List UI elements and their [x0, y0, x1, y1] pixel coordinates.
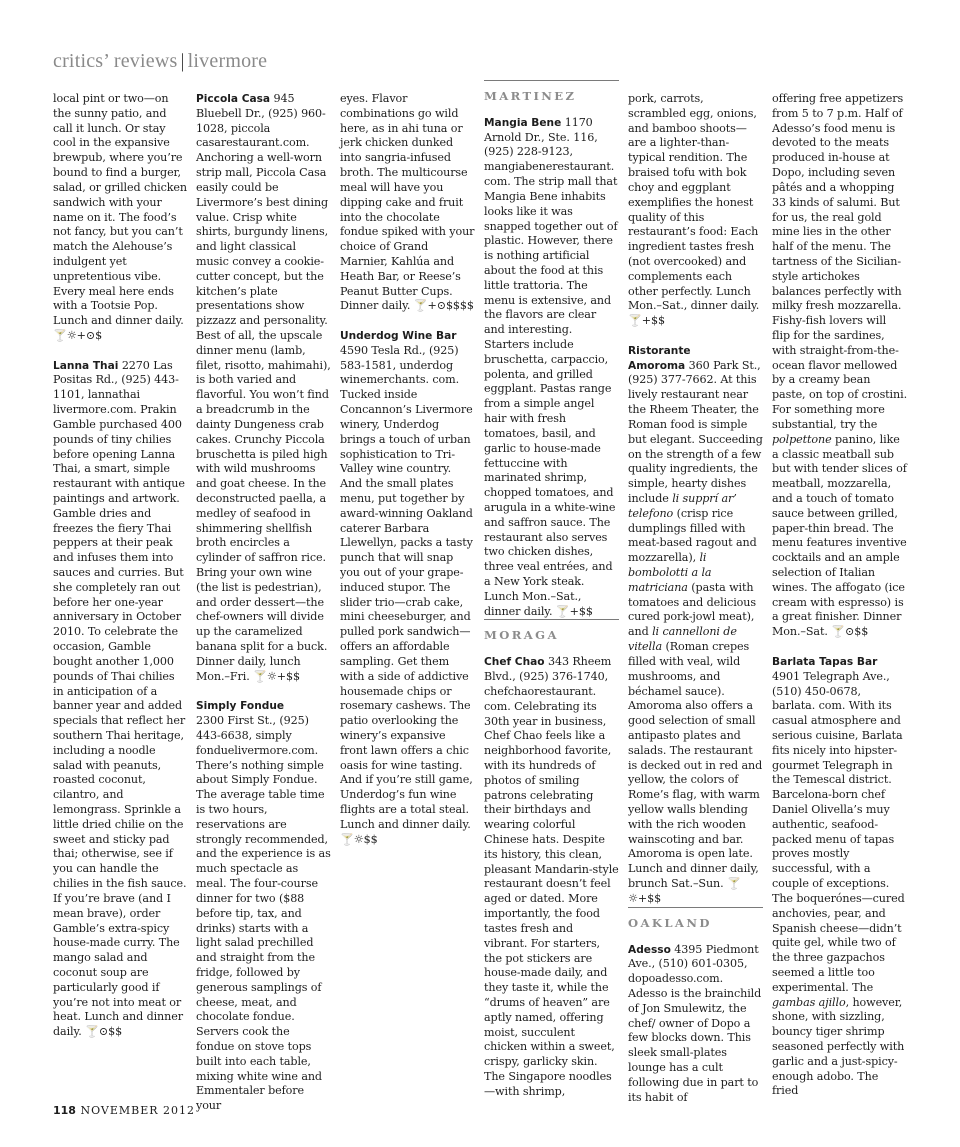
dish-name: li cannelloni de vitella — [628, 625, 737, 654]
review-body: (pasta with tomatoes and delicious cured pork-jowl meat), and — [628, 580, 756, 639]
review-body: 2300 First St., (925) 443-6638, simply fonduelivermore.com. There’s nothing simple about Simply Fondue. The average table time is two hours, reservations are strongly recommended, and the experience is as much spectacle as meal. The four-course dinner for two ($88 before tip, tax, and drinks) starts with a light salad prechilled and straight from the fridge, followed by generous samplings of cheese, meat, and chocolate fondue. Servers cook the fondue on stove tops built into each table, mixing white wine and Emmentaler before your — [196, 714, 331, 1113]
review-body: (crisp rice dumplings filled with meat-based ragout and mozzarella), — [628, 506, 757, 565]
column-2 — [196, 92, 331, 1114]
restaurant-name: Lanna Thai — [53, 359, 119, 372]
column-5 — [628, 92, 763, 1105]
review-body: 360 Park St., (925) 377-7662. At this lively restaurant near the Rheem Theater, the Roman food is simple but elegant. Succeeding on the strength of a few quality ingredients, the simple, hearty dishes include — [628, 358, 763, 505]
review-body: 4395 Piedmont Ave., (510) 601-0305, dopoadesso.com. Adesso is the brainchild of Jon Smulewitz, the chef/ owner of Dopo a few blocks down. This sleek small-plates lounge has a cult following due in part to its habit of — [628, 942, 762, 1104]
dish-name: li supprí ar’ telefono — [628, 491, 737, 520]
review-body: 945 Bluebell Dr., (925) 960-1028, piccola casarestaurant.com. Anchoring a well-worn strip mall, Piccola Casa easily could be Livermore’s best dining value. Crisp white shirts, burgundy linens, and light classical music convey a cookie-cutter concept, but the kitchen’s plate presentations show pizzazz and personality. Best of all, the upscale dinner menu (lamb, filet, risotto, mahimahi), is both varied and flavorful. You won’t find a breadcrumb in the dainty Dungeness crab cakes. Crunchy Piccola bruschetta is piled high with wild mushrooms and goat cheese. In the deconstructed paella, a medley of seafood in shimmering shellfish broth encircles a cylinder of saffron rice. Bring your own wine (the list is pedestrian), and order dessert—the chef-owners will divide up the caramelized banana split for a buck. Dinner daily, lunch Mon.–Fri. 🍸☼+$$ — [196, 92, 331, 683]
header-section: critics’ reviews — [53, 50, 178, 72]
review-body: 4590 Tesla Rd., (925) 583-1581, underdog winemerchants. com. Tucked inside Concannon’s Livermore winery, Underdog brings a touch of urban sophistication to Tri-Valley wine country. And the small plates menu, put together by award-winning Oakland caterer Barbara Llewellyn, packs a tasty punch that will snap you out of your grape-induced stupor. The slider trio—crab cake, mini cheeseburger, and pulled pork sandwich—offers an affordable sampling. Get them with a side of addictive housemade chips or rosemary cashews. The patio overlooking the winery’s expansive front lawn offers a chic oasis for wine tasting. And if you’re still game, Underdog’s fun wine flights are a total steal. Lunch and dinner daily. 🍸☼$$ — [340, 343, 473, 846]
review-chef-chao — [484, 655, 619, 1099]
section-heading-moraga: MORAGA — [484, 619, 619, 655]
page-number: 118 — [53, 1104, 76, 1117]
page-header — [53, 50, 267, 73]
review-body: 2270 Las Positas Rd., (925) 443-1101, lannathai livermore.com. Prakin Gamble purchased 400 pounds of tiny chilies before opening Lanna Thai, a smart, simple restaurant with antique paintings and artwork. Gamble dries and freezes the fiery Thai peppers at their peak and infuses them into sauces and curries. But she completely ran out before her one-year anniversary in October 2010. To celebrate the occasion, Gamble bought another 1,000 pounds of Thai chilies in anticipation of a banner year and added specials that reflect her southern Thai heritage, including a noodle salad with peanuts, roasted coconut, cilantro, and lemongrass. Sprinkle a little dried chilie on the sweet and sticky pad thai; otherwise, see if you can handle the chilies in the fish sauce. If you’re brave (and I mean brave), order Gamble’s extra-spicy house-made curry. The mango salad and coconut soup are particularly good if you’re not into meat or heat. Lunch and dinner daily. 🍸⊙$$ — [53, 358, 187, 1039]
review-mangia-bene — [484, 116, 619, 620]
review-alehouse-continued: local pint or two—on the sunny patio, and call it lunch. Or stay cool in the expansive brewpub, where you’re bound to find a burger, salad, or grilled chicken sandwich with your name on it. The food’s not fancy, but you can’t match the Alehouse’s indulgent yet unpretentious vibe. Every meal here ends with a Tootsie Pop. Lunch and dinner daily. 🍸☼+⊙$ — [53, 92, 188, 342]
review-underdog — [340, 329, 475, 847]
column-3 — [340, 92, 475, 847]
column-6 — [772, 92, 907, 1099]
restaurant-name: Chef Chao — [484, 656, 545, 669]
section-heading-oakland: OAKLAND — [628, 907, 763, 943]
review-piccola-casa — [196, 92, 331, 685]
issue-date: NOVEMBER 2012 — [80, 1104, 196, 1117]
restaurant-name: Simply Fondue — [196, 700, 285, 713]
column-1 — [53, 92, 188, 1040]
header-divider: | — [180, 50, 185, 72]
page-footer — [53, 1104, 195, 1117]
review-body: offering free appetizers from 5 to 7 p.m. Half of Adesso’s food menu is devoted to the meats produced in-house at Dopo, including seven pâtés and a whopping 33 kinds of salumi. But for us, the real gold mine lies in the other half of the menu. The tartness of the Sicilian-style artichokes balances perfectly with milky fresh mozzarella. Fishy-fish lovers will flip for the sardines, with straight-from-the-ocean flavor mellowed by a creamy bean paste, on top of crostini. For something more substantial, try the — [772, 92, 908, 431]
review-amoroma — [628, 344, 763, 907]
restaurant-name: Piccola Casa — [196, 93, 271, 105]
restaurant-name: Barlata Tapas Bar — [772, 655, 878, 668]
column-4 — [484, 89, 619, 1100]
review-body: panino, like a classic meatball sub but with tender slices of meatball, mozzarella, and a touch of tomato sauce between grilled, paper-thin bread. The menu features inventive cocktails and an ample selection of Italian wines. The affogato (ice cream with espresso) is a great finisher. Dinner Mon.–Sat. 🍸⊙$$ — [772, 432, 907, 639]
dish-name: li bombolotti a la matriciana — [628, 551, 712, 594]
restaurant-name-line2: Amoroma — [628, 359, 686, 372]
restaurant-name-line1: Ristorante — [628, 344, 691, 357]
dish-name: polpettone — [772, 432, 832, 446]
review-lanna-thai — [53, 359, 188, 1040]
restaurant-name: Adesso — [628, 943, 671, 956]
review-adesso-continued — [772, 92, 907, 640]
review-body: 4901 Telegraph Ave., (510) 450-0678, barlata. com. With its casual atmosphere and serious cuisine, Barlata fits nicely into hipster-gourmet Telegraph in the Temescal district. Barcelona-born chef Daniel Olivella’s muy authentic, seafood-packed menu of tapas proves mostly successful, with a couple of exceptions. The boquerónes—cured anchovies, pear, and Spanish cheese—didn’t quite gel, while two of the three gazpachos seemed a little too experimental. The — [772, 669, 905, 994]
review-barlata — [772, 655, 907, 1099]
review-simply-fondue — [196, 699, 331, 1114]
review-simply-fondue-continued: eyes. Flavor combinations go wild here, as in ahi tuna or jerk chicken dunked into sangria-infused broth. The multicourse meal will have you dipping cake and fruit into the chocolate fondue spiked with your choice of Grand Marnier, Kahlúa and Heath Bar, or Reese’s Peanut Butter Cups. Dinner daily. 🍸+⊙$$$$ — [340, 92, 475, 313]
section-heading-martinez: MARTINEZ — [484, 80, 619, 116]
restaurant-name: Underdog Wine Bar — [340, 330, 457, 342]
header-city: livermore — [187, 50, 268, 72]
review-chef-chao-continued: pork, carrots, scrambled egg, onions, and bamboo shoots—are a lighter-than-typical rendition. The braised tofu with bok choy and eggplant exemplifies the honest quality of this restaurant’s food: Each ingredient tastes fresh (not overcooked) and complements each other perfectly. Lunch Mon.–Sat., dinner daily. 🍸+$$ — [628, 92, 760, 328]
dish-name: gambas ajillo — [772, 995, 846, 1009]
restaurant-name: Mangia Bene — [484, 116, 562, 129]
review-body: 1170 Arnold Dr., Ste. 116, (925) 228-9123, mangiabenerestaurant. com. The strip mall that Mangia Bene inhabits looks like it was snapped together out of plastic. However, there is nothing artificial about the food at this little trattoria. The menu is extensive, and the flavors are clear and interesting. Starters include bruschetta, carpaccio, polenta, and grilled eggplant. Pastas range from a simple angel hair with fresh tomatoes, basil, and garlic to house-made fettuccine with marinated shrimp, chopped tomatoes, and arugula in a white-wine and saffron sauce. The restaurant also serves two chicken dishes, three veal entrées, and a New York steak. Lunch Mon.–Sat., dinner daily. 🍸+$$ — [484, 115, 618, 618]
review-adesso — [628, 943, 763, 1106]
review-body: 343 Rheem Blvd., (925) 376-1740, chefchaorestaurant. com. Celebrating its 30th year in business, Chef Chao feels like a neighborhood favorite, with its hundreds of photos of smiling patrons celebrating their birthdays and wearing colorful Chinese hats. Despite its history, this clean, pleasant Mandarin-style restaurant doesn’t feel aged or dated. More importantly, the food tastes fresh and vibrant. For starters, the pot stickers are house-made daily, and they taste it, while the “drums of heaven” are aptly named, offering moist, succulent chicken within a sweet, crispy, garlicky skin. The Singapore noodles—with shrimp, — [484, 655, 619, 1098]
review-body: , however, shone, with sizzling, bouncy tiger shrimp seasoned perfectly with garlic and a just-spicy-enough adobo. The fried — [772, 995, 905, 1098]
review-body: (Roman crepes filled with veal, wild mushrooms, and béchamel sauce). Amoroma also offers a good selection of small antipasto plates and salads. The restaurant is decked out in red and yellow, the colors of Rome’s flag, with warm yellow walls blending with the rich wooden wainscoting and bar. Amoroma is open late. Lunch and dinner daily, brunch Sat.–Sun. 🍸☼+$$ — [628, 640, 763, 905]
